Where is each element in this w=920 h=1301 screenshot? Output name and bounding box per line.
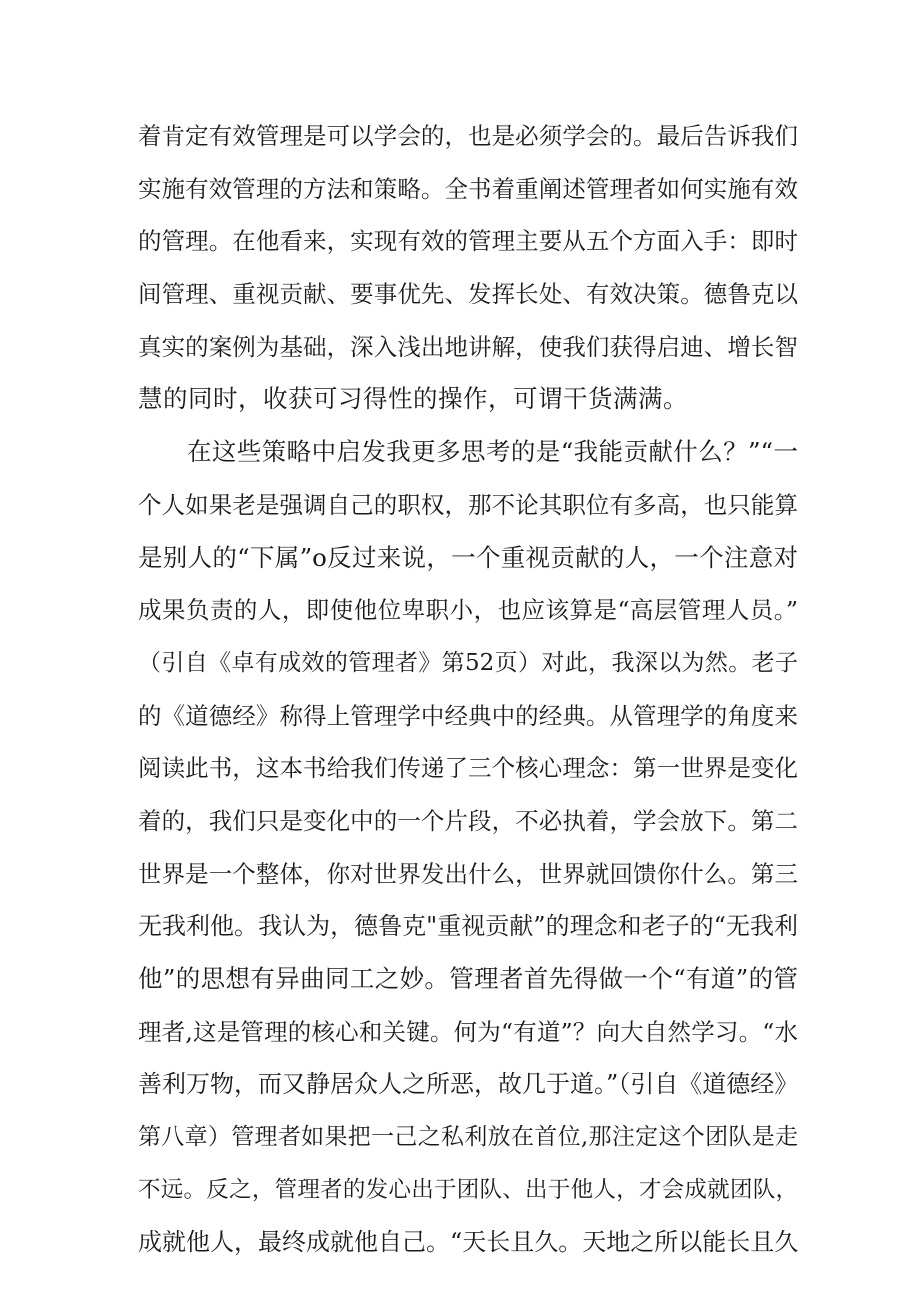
text-line: 第八章）管理者如果把一己之私利放在首位,那注定这个团队是走 — [138, 1124, 798, 1151]
text-line: 慧的同时，收获可习得性的操作，可谓干货满满。 — [138, 384, 688, 414]
text-line: 无我利他。我认为，德鲁克"重视贡献”的理念和老子的“无我利 — [138, 912, 798, 941]
text-line: 阅读此书，这本书给我们传递了三个核心理念：第一世界是变化 — [138, 754, 798, 783]
text-line: 着的，我们只是变化中的一个片段，不必执着，学会放下。第二 — [138, 806, 798, 835]
text-line: 成就他人，最终成就他自己。“天长且久。天地之所以能长且久 — [138, 1228, 799, 1257]
text-line: （引自《卓有成效的管理者》第52页）对此，我深以为然。老子 — [138, 649, 798, 676]
text-line: 的《道德经》称得上管理学中经典中的经典。从管理学的角度来 — [138, 701, 798, 730]
body-text — [138, 110, 798, 1269]
text-line: 真实的案例为基础，深入浅出地讲解，使我们获得启迪、增长智 — [138, 332, 798, 361]
text-line: 不远。反之，管理者的发心出于团队、出于他人，才会成就团队， — [138, 1176, 798, 1203]
text-line: 个人如果老是强调自己的职权，那不论其职位有多高，也只能算 — [138, 490, 798, 519]
text-line: 他”的思想有异曲同工之妙。管理者首先得做一个“有道”的管 — [138, 964, 798, 993]
text-line: 着肯定有效管理是可以学会的，也是必须学会的。最后告诉我们 — [138, 122, 798, 150]
text-line: 成果负责的人，即使他位卑职小，也应该算是“高层管理人员。” — [138, 596, 798, 625]
text-line: 理者,这是管理的核心和关键。何为“有道”？向大自然学习。“水 — [138, 1017, 798, 1046]
paragraph-first-line: 在这些策略中启发我更多思考的是“我能贡献什么？”“一 — [187, 437, 798, 467]
text-line: 的管理。在他看来，实现有效的管理主要从五个方面入手：即时 — [138, 227, 798, 256]
text-line: 是别人的“下属”o反过来说，一个重视贡献的人，一个注意对 — [138, 542, 798, 572]
text-line: 间管理、重视贡献、要事优先、发挥长处、有效决策。德鲁克以 — [138, 280, 798, 309]
text-line: 实施有效管理的方法和策略。全书着重阐述管理者如何实施有效 — [138, 174, 798, 203]
text-line: 善利万物，而又静居众人之所恶，故几于道。”（引自《道德经》 — [138, 1070, 799, 1099]
text-line: 世界是一个整体，你对世界发出什么，世界就回馈你什么。第三 — [138, 859, 798, 888]
